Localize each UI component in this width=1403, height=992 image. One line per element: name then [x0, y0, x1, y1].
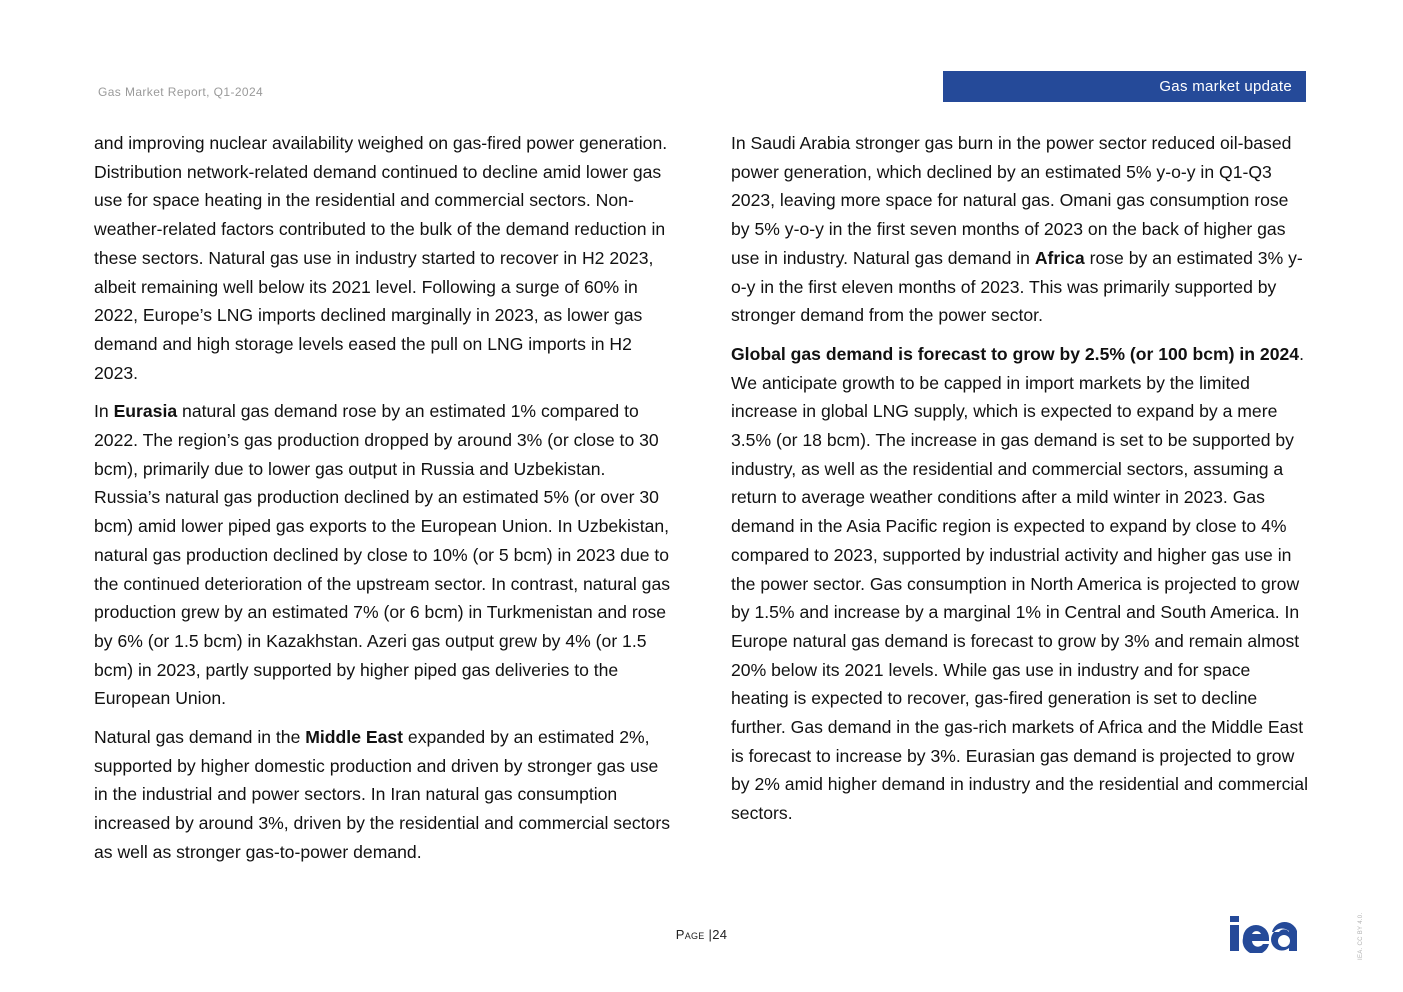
text-run: expanded by an estimated 2%, supported by higher domestic production and driven by stronger gas use in the industrial and power sectors. In Iran natural gas consumption increased by around 3%, driven by the residential and commercial sectors as well as stronger gas-to-power demand. — [94, 727, 670, 862]
license-note: IEA. CC BY 4.0. — [1358, 912, 1364, 960]
page-label: Page — [675, 927, 705, 942]
paragraph-eurasia — [94, 397, 674, 713]
text-run: In Saudi Arabia stronger gas burn in the power sector reduced oil-based power generation, which declined by an estimated 5% y-o-y in Q1-Q3 2023, leaving more space for natural gas. Omani gas consumption rose by 5% y-o-y in the first seven months of 2023 on the back of higher gas use in industry. Natural gas demand in — [731, 133, 1292, 268]
logo-text: iea — [1269, 939, 1271, 940]
section-banner — [943, 71, 1306, 102]
text-run: Natural gas demand in the — [94, 727, 306, 748]
region-middle-east: Middle East — [305, 727, 404, 748]
paragraph-middle-east — [94, 723, 674, 867]
section-title: Gas market update — [1159, 78, 1292, 95]
page-number-value: 24 — [712, 927, 728, 942]
paragraph-saudi-africa — [731, 129, 1309, 330]
right-column — [731, 129, 1309, 838]
text-run: rose by an estimated 3% y-o-y in the first eleven months of 2023. This was primarily supported by stronger demand from the power sector. — [731, 247, 1303, 326]
text-run: In — [94, 401, 114, 422]
text-run: natural gas demand rose by an estimated 1% compared to 2022. The region’s gas production dropped by around 3% (or close to 30 bcm), primarily due to lower gas output in Russia and Uzbekistan. Russia’s natural gas production declined by an estimated 5% (or over 30 bcm) amid lower piped gas exports to the European Union. In Uzbekistan, natural gas production declined by close to 10% (or 5 bcm) in 2023 due to the continued deterioration of the upstream sector. In contrast, natural gas production grew by an estimated 7% (or 6 bcm) in Turkmenistan and rose by 6% (or 1.5 bcm) in Kazakhstan. Azeri gas output grew by 4% (or 1.5 bcm) in 2023, partly supported by higher piped gas deliveries to the European Union. — [94, 401, 671, 709]
paragraph-europe-summary: and improving nuclear availability weighed on gas-fired power generation. Distribution network-related demand continued to decline amid lower gas use for space heating in the residential and commercial sectors. Non-weather-related factors contributed to the bulk of the demand reduction in these sectors. Natural gas use in industry started to recover in H2 2023, albeit remaining well below its 2021 level. Following a surge of 60% in 2022, Europe’s LNG imports declined marginally in 2023, as lower gas demand and high storage levels eased the pull on LNG imports in H2 2023. — [94, 133, 668, 383]
page-number — [0, 927, 1403, 942]
iea-logo — [1229, 915, 1309, 953]
page-separator: | — [708, 927, 713, 942]
region-africa: Africa — [1034, 247, 1085, 268]
left-column — [94, 129, 674, 877]
report-title: Gas Market Report, Q1-2024 — [98, 85, 264, 99]
forecast-headline: Global gas demand is forecast to grow by 2.5% (or 100 bcm) in 2024 — [731, 343, 1300, 364]
paragraph-global-forecast — [731, 340, 1309, 828]
text-run: . We anticipate growth to be capped in import markets by the limited increase in global LNG supply, which is expected to expand by a mere 3.5% (or 18 bcm). The increase in gas demand is set to be supported by industry, as well as the residential and commercial sectors, assuming a return to average weather conditions after a mild winter in 2023. Gas demand in the Asia Pacific region is expected to expand by close to 4% compared to 2023, supported by industrial activity and higher gas use in the power sector. Gas consumption in North America is projected to grow by 1.5% and increase by a marginal 1% in Central and South America. In Europe natural gas demand is forecast to grow by 3% and remain almost 20% below its 2021 levels. While gas use in industry and for space heating is expected to recover, gas-fired generation is set to decline further. Gas demand in the gas-rich markets of Africa and the Middle East is forecast to increase by 3%. Eurasian gas demand is projected to grow by 2% amid higher demand in industry and the residential and commercial sectors. — [731, 343, 1308, 824]
region-eurasia: Eurasia — [113, 401, 178, 422]
